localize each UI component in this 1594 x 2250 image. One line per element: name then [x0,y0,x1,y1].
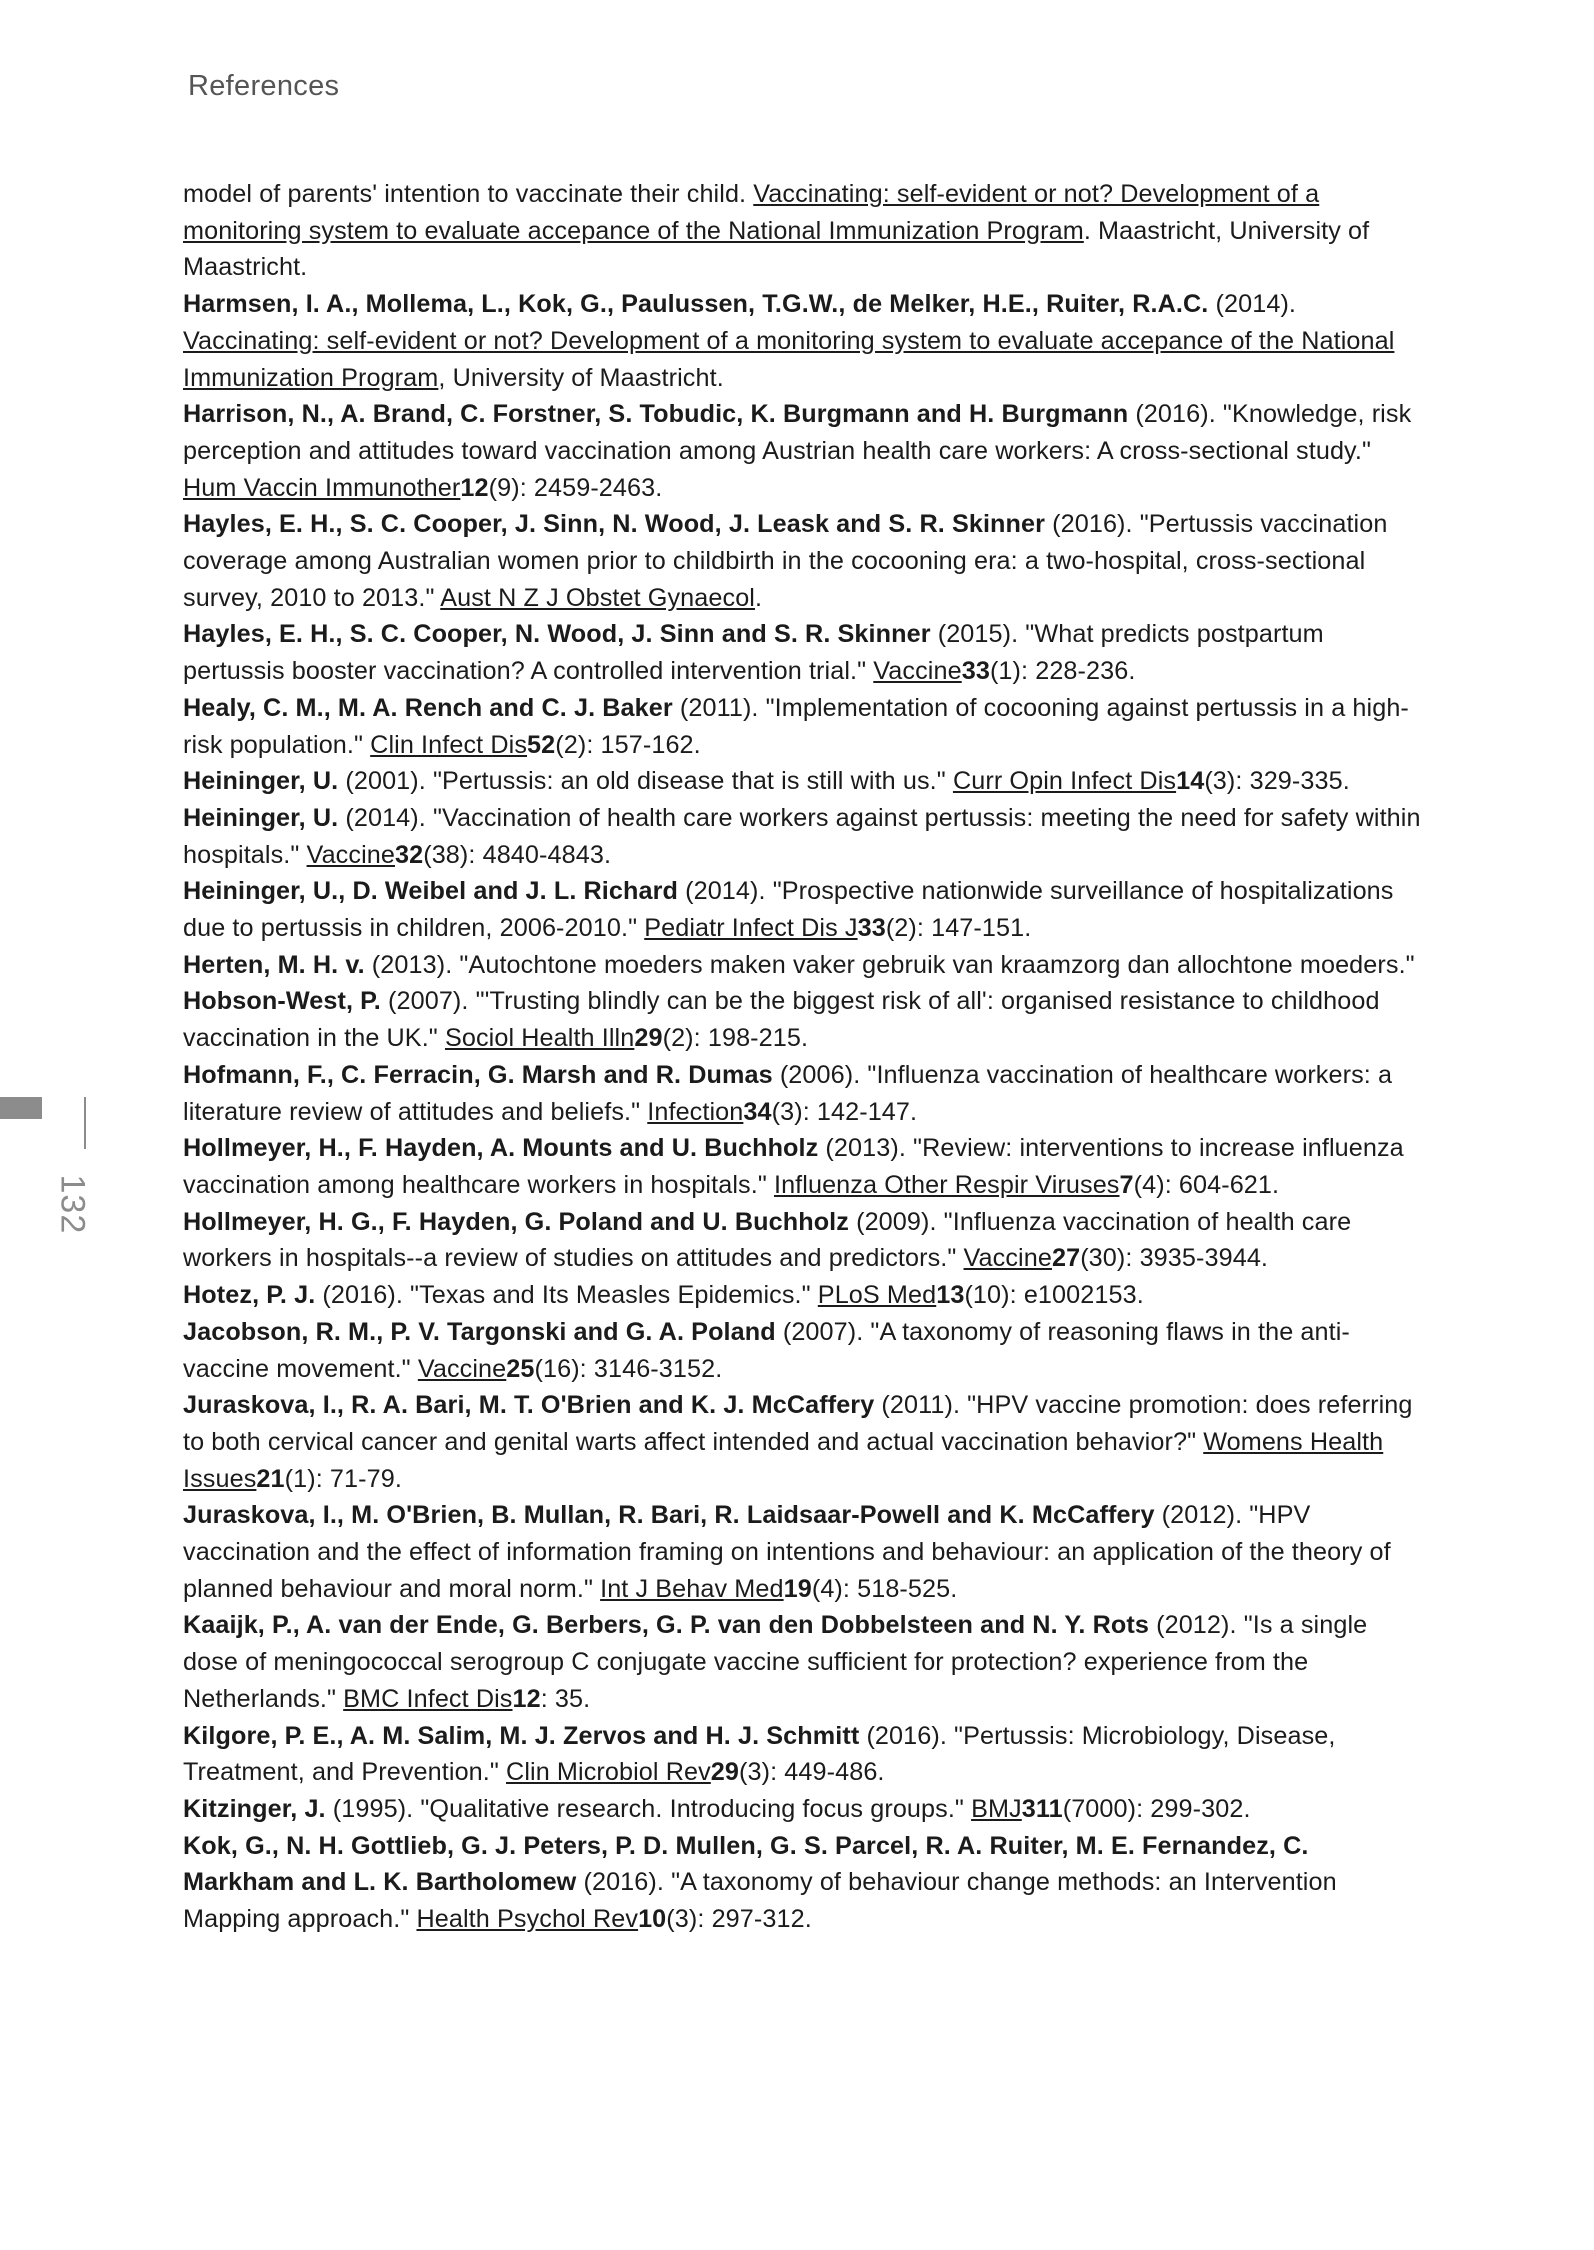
reference-journal: Health Psychol Rev [416,1905,639,1934]
reference-journal: Influenza Other Respir Viruses [773,1170,1120,1199]
reference-journal: Vaccine [873,657,962,686]
page-edge-tab [0,1097,42,1119]
reference-journal: Womens Health Issues [183,1427,1384,1493]
reference-pages: (4): 604-621. [1133,1170,1280,1199]
reference-authors: Hayles, E. H., S. C. Cooper, J. Sinn, N. Wood, J. Leask and S. R. Skinner [183,510,1046,539]
reference-journal: Curr Opin Infect Dis [952,767,1177,796]
reference-pages: , University of Maastricht. [438,363,724,392]
reference-title: (2014). "Prospective nationwide surveillance of hospitalizations due to pertussis in children, 2006-2010." [183,877,1394,943]
reference-entry [183,616,1423,689]
reference-title: (1995). "Qualitative research. Introducing focus groups." [325,1794,972,1823]
reference-pages: (2): 198-215. [662,1024,809,1053]
reference-entry [183,1497,1423,1607]
reference-entry [183,873,1423,946]
reference-pages: (1): 228-236. [989,657,1136,686]
reference-authors: Hobson-West, P. [183,987,381,1016]
reference-entry [183,176,1423,286]
reference-title: (2014). [1208,290,1297,319]
reference-authors: Heininger, U. [183,803,339,832]
reference-journal: Vaccine [963,1244,1052,1273]
reference-journal: Vaccine [417,1354,507,1383]
reference-entry [183,506,1423,616]
reference-authors: Healy, C. M., M. A. Rench and C. J. Baker [183,693,673,722]
reference-volume: 27 [1051,1244,1081,1273]
reference-pages: : 35. [540,1684,591,1713]
reference-authors: Kok, G., N. H. Gottlieb, G. J. Peters, P. D. Mullen, G. S. Parcel, R. A. Ruiter, M. E. Fernandez, C. Markham and L. K. Bartholomew [183,1831,1309,1897]
reference-title: (2007). "A taxonomy of reasoning flaws in the anti-vaccine movement." [183,1317,1350,1383]
reference-authors: Kitzinger, J. [183,1794,326,1823]
reference-journal: PLoS Med [817,1281,937,1310]
reference-pages: (7000): 299-302. [1062,1794,1251,1823]
reference-pages: (38): 4840-4843. [423,840,612,869]
reference-title: (2013). "Autochtone moeders maken vaker gebruik van kraamzorg dan allochtone moeders." [364,950,1415,979]
reference-list [183,176,1423,1938]
reference-volume: 14 [1176,767,1205,796]
reference-journal: Clin Microbiol Rev [506,1758,711,1787]
reference-authors: Harmsen, I. A., Mollema, L., Kok, G., Paulussen, T.G.W., de Melker, H.E., Ruiter, R.A.C. [183,290,1209,319]
reference-volume: 19 [783,1574,812,1603]
reference-authors: Juraskova, I., M. O'Brien, B. Mullan, R. Bari, R. Laidsaar-Powell and K. McCaffery [183,1501,1155,1530]
reference-entry [183,947,1423,984]
reference-authors: Herten, M. H. v. [183,950,365,979]
reference-title: (2009). "Influenza vaccination of health care workers in hospitals--a review of studies on attitudes and predictors." [183,1207,1352,1273]
reference-journal: Aust N Z J Obstet Gynaecol [440,583,755,612]
reference-volume: 311 [1021,1794,1063,1823]
reference-title: (2001). "Pertussis: an old disease that is still with us." [338,767,953,796]
reference-entry [183,983,1423,1056]
reference-authors: Harrison, N., A. Brand, C. Forstner, S. Tobudic, K. Burgmann and H. Burgmann [183,400,1129,429]
reference-journal: Clin Infect Dis [370,730,528,759]
reference-entry [183,800,1423,873]
reference-authors: Kilgore, P. E., A. M. Salim, M. J. Zervos and H. J. Schmitt [183,1721,860,1750]
reference-authors: Jacobson, R. M., P. V. Targonski and G. A. Poland [183,1317,776,1346]
reference-title: (2013). "Review: interventions to increase influenza vaccination among healthcare workers in hospitals." [183,1134,1404,1199]
reference-entry [183,396,1423,506]
reference-pages: . Maastricht, University of Maastricht. [183,216,1370,282]
reference-title: (2015). "What predicts postpartum pertussis booster vaccination? A controlled intervention trial." [183,620,1324,686]
reference-pages: (10): e1002153. [964,1281,1144,1310]
reference-entry [183,1277,1423,1314]
reference-journal: Int J Behav Med [600,1574,784,1603]
reference-entry [183,286,1423,396]
reference-pages: (3): 449-486. [739,1758,885,1787]
reference-volume: 10 [638,1905,667,1934]
reference-entry [183,1607,1423,1717]
reference-volume: 33 [961,657,990,686]
reference-journal: BMC Infect Dis [343,1684,513,1713]
reference-entry [183,1791,1423,1828]
reference-journal: Vaccine [306,840,395,869]
reference-authors: Hollmeyer, H., F. Hayden, A. Mounts and U. Buchholz [183,1134,819,1163]
reference-journal: Infection [647,1097,744,1126]
reference-title: (2012). "Is a single dose of meningococcal serogroup C conjugate vaccine sufficient for protection? experience from the Netherlands." [183,1611,1368,1713]
reference-title: (2016). "Knowledge, risk perception and attitudes toward vaccination among Austrian health care workers: A cross-sectional study." [183,400,1412,465]
reference-title: (2016). "A taxonomy of behaviour change methods: an Intervention Mapping approach." [183,1868,1337,1934]
reference-title: model of parents' intention to vaccinate their child. [183,180,754,208]
reference-pages: (4): 518-525. [811,1574,958,1603]
reference-title: (2011). "HPV vaccine promotion: does referring to both cervical cancer and genital warts affect intended and actual vaccination behavior?" [183,1391,1413,1456]
reference-pages: . [755,583,763,612]
reference-entry [183,1314,1423,1387]
reference-journal: Vaccinating: self-evident or not? Development of a monitoring system to evaluate accepance of the National Immunization Program [183,180,1320,245]
reference-title: (2014). "Vaccination of health care workers against pertussis: meeting the need for safety within hospitals." [183,803,1421,869]
reference-title: (2016). "Pertussis: Microbiology, Disease, Treatment, and Prevention." [183,1721,1336,1787]
reference-title: (2016). "Texas and Its Measles Epidemics." [315,1281,818,1310]
reference-pages: (3): 142-147. [771,1097,918,1126]
reference-volume: 13 [936,1281,965,1310]
reference-authors: Hotez, P. J. [183,1281,316,1310]
reference-volume: 34 [743,1097,772,1126]
reference-journal: Sociol Health Illn [444,1024,635,1053]
reference-authors: Hollmeyer, H. G., F. Hayden, G. Poland and U. Buchholz [183,1207,849,1236]
reference-authors: Heininger, U., D. Weibel and J. L. Richard [183,877,678,906]
reference-entry [183,1828,1423,1938]
reference-pages: (16): 3146-3152. [534,1354,723,1383]
reference-volume: 52 [527,730,556,759]
reference-entry [183,690,1423,763]
page-number-rule [84,1097,86,1149]
reference-entry [183,1718,1423,1791]
reference-volume: 12 [512,1684,541,1713]
reference-pages: (3): 297-312. [666,1905,812,1934]
reference-pages: (30): 3935-3944. [1080,1244,1269,1273]
reference-title: (2012). "HPV vaccination and the effect of information framing on intentions and behaviour: an application of the theory of planned behaviour and moral norm." [183,1501,1391,1603]
reference-entry [183,1130,1423,1203]
reference-pages: (2): 157-162. [555,730,701,759]
reference-volume: 32 [394,840,424,869]
reference-volume: 7 [1119,1170,1134,1199]
reference-pages: (1): 71-79. [284,1464,402,1493]
reference-volume: 21 [256,1464,285,1493]
reference-volume: 29 [710,1758,740,1787]
reference-title: (2007). "'Trusting blindly can be the biggest risk of all': organised resistance to childhood vaccination in the UK." [183,987,1380,1053]
reference-entry [183,1057,1423,1130]
reference-title: (2006). "Influenza vaccination of healthcare workers: a literature review of attitudes and beliefs." [183,1060,1393,1126]
reference-journal: Vaccinating: self-evident or not? Development of a monitoring system to evaluate accepance of the National Immunization Program [183,326,1395,392]
reference-authors: Juraskova, I., R. A. Bari, M. T. O'Brien and K. J. McCaffery [183,1391,875,1420]
reference-authors: Hofmann, F., C. Ferracin, G. Marsh and R. Dumas [183,1060,773,1089]
reference-journal: BMJ [971,1794,1022,1823]
reference-volume: 12 [460,473,489,502]
reference-authors: Kaaijk, P., A. van der Ende, G. Berbers, G. P. van den Dobbelsteen and N. Y. Rots [183,1611,1149,1640]
reference-title: (2016). "Pertussis vaccination coverage among Australian women prior to childbirth in the cocooning era: a two-hospital, cross-sectional survey, 2010 to 2013." [183,510,1388,612]
reference-journal: Hum Vaccin Immunother [183,473,461,502]
running-head: References [188,70,340,102]
reference-authors: Hayles, E. H., S. C. Cooper, N. Wood, J. Sinn and S. R. Skinner [183,620,931,649]
reference-authors: Heininger, U. [183,767,339,796]
reference-pages: (9): 2459-2463. [488,473,663,502]
reference-journal: Pediatr Infect Dis J [644,914,858,943]
page-number: 132 [53,1174,92,1235]
reference-pages: (2): 147-151. [885,914,1032,943]
reference-volume: 29 [634,1024,663,1053]
reference-entry [183,763,1423,800]
reference-pages: (3): 329-335. [1204,767,1350,796]
reference-volume: 33 [857,914,886,943]
reference-title: (2011). "Implementation of cocooning against pertussis in a high-risk population." [183,693,1409,759]
reference-entry [183,1204,1423,1277]
reference-entry [183,1387,1423,1497]
reference-volume: 25 [506,1354,535,1383]
